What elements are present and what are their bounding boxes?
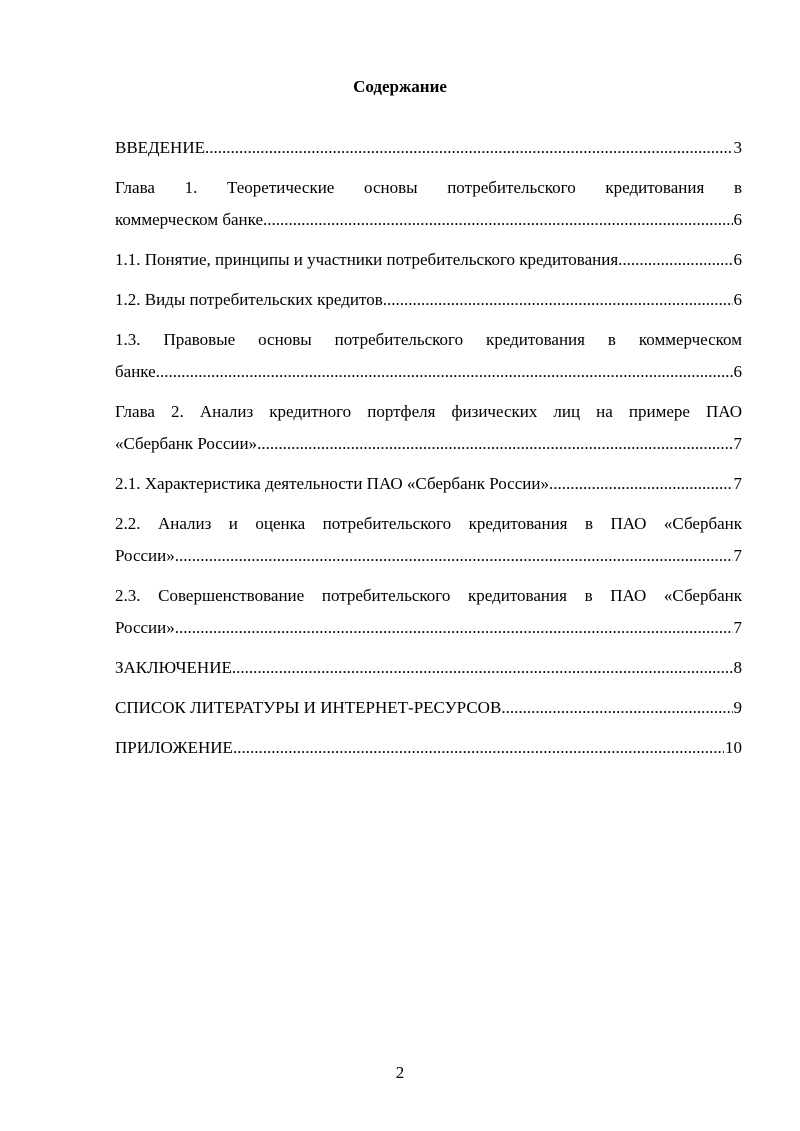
dot-leader — [175, 612, 733, 644]
dot-leader — [383, 284, 733, 316]
toc-entry-page-number: 6 — [733, 290, 742, 309]
toc-entry-text-line: 2.2. Анализ и оценка потребительского кредитования в ПАО «Сбербанк — [115, 514, 742, 533]
toc-entry-text-line: 1.3. Правовые основы потребительского кредитования в коммерческом — [115, 330, 742, 349]
toc-entry[interactable] — [115, 508, 742, 572]
toc-entry-text-line: 2.3. Совершенствование потребительского кредитования в ПАО «Сбербанк — [115, 586, 742, 605]
toc-entry-page-number: 7 — [733, 474, 742, 493]
toc-entry[interactable] — [115, 324, 742, 388]
toc-entry-page-number: 7 — [733, 546, 742, 565]
dot-leader — [156, 356, 733, 388]
toc-entry[interactable] — [115, 172, 742, 236]
toc-entry-title: «Сбербанк России» — [115, 434, 258, 453]
toc-entry-page-number: 9 — [733, 698, 742, 717]
dot-leader — [205, 132, 733, 164]
toc-entry[interactable] — [115, 396, 742, 460]
toc-entry-leader-line — [115, 612, 742, 644]
toc-entry-leader-line — [115, 284, 742, 316]
toc-entry-title: 2.1. Характеристика деятельности ПАО «Сбербанк России» — [115, 474, 549, 493]
dot-leader — [549, 468, 733, 500]
toc-entry-title: России» — [115, 618, 175, 637]
toc-entry-text-line: Глава 1. Теоретические основы потребительского кредитования в — [115, 178, 742, 197]
toc-entry-page-number: 6 — [733, 250, 742, 269]
toc-entry-title: СПИСОК ЛИТЕРАТУРЫ И ИНТЕРНЕТ-РЕСУРСОВ — [115, 698, 502, 717]
dot-leader — [618, 244, 732, 276]
toc-entry-page-number: 6 — [733, 362, 742, 381]
dot-leader — [501, 692, 732, 724]
toc-entry[interactable] — [115, 468, 742, 500]
dot-leader — [263, 204, 732, 236]
toc-entry-leader-line — [115, 132, 742, 164]
toc-entry[interactable] — [115, 692, 742, 724]
dot-leader — [175, 540, 733, 572]
toc-entry-title: коммерческом банке — [115, 210, 264, 229]
toc-entry[interactable] — [115, 284, 742, 316]
table-of-contents — [115, 132, 742, 772]
toc-entry[interactable] — [115, 132, 742, 164]
toc-entry-leader-line — [115, 468, 742, 500]
toc-entry-title: ПРИЛОЖЕНИЕ — [115, 738, 233, 757]
toc-entry-title: 1.1. Понятие, принципы и участники потребительского кредитования — [115, 250, 619, 269]
toc-entry-title: России» — [115, 546, 175, 565]
toc-entry[interactable] — [115, 580, 742, 644]
toc-entry-page-number: 8 — [733, 658, 742, 677]
toc-entry-title: 1.2. Виды потребительских кредитов — [115, 290, 383, 309]
toc-entry-leader-line — [115, 652, 742, 684]
toc-entry[interactable] — [115, 244, 742, 276]
toc-entry-page-number: 3 — [733, 138, 742, 157]
dot-leader — [232, 652, 733, 684]
toc-entry-page-number: 7 — [733, 434, 742, 453]
toc-entry-leader-line — [115, 540, 742, 572]
toc-entry-page-number: 7 — [733, 618, 742, 637]
toc-entry-leader-line — [115, 732, 742, 764]
toc-entry-page-number: 6 — [733, 210, 742, 229]
toc-entry-text-line: Глава 2. Анализ кредитного портфеля физических лиц на примере ПАО — [115, 402, 742, 421]
toc-entry-title: ЗАКЛЮЧЕНИЕ — [115, 658, 232, 677]
toc-entry-leader-line — [115, 428, 742, 460]
toc-entry-leader-line — [115, 356, 742, 388]
toc-entry-leader-line — [115, 244, 742, 276]
toc-entry[interactable] — [115, 732, 742, 764]
toc-entry[interactable] — [115, 652, 742, 684]
page-number: 2 — [395, 1063, 405, 1082]
toc-entry-leader-line — [115, 204, 742, 236]
dot-leader — [257, 428, 732, 460]
toc-entry-title: банке — [115, 362, 156, 381]
toc-title: Содержание — [353, 77, 447, 96]
toc-entry-title: ВВЕДЕНИЕ — [115, 138, 205, 157]
dot-leader — [233, 732, 724, 764]
toc-entry-leader-line — [115, 692, 742, 724]
toc-entry-page-number: 10 — [725, 738, 742, 757]
